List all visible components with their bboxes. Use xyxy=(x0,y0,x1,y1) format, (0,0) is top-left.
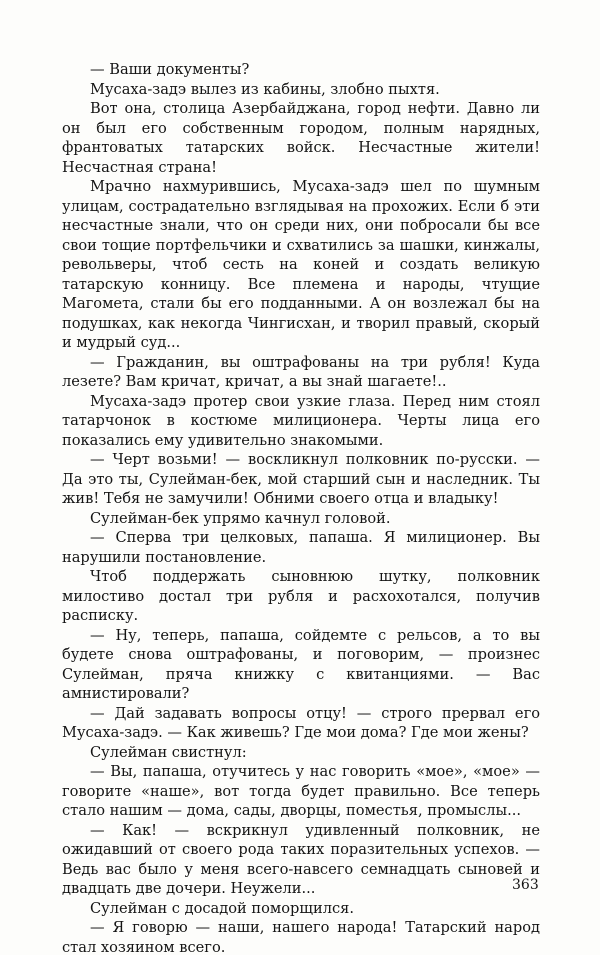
paragraph-10: Чтоб поддержать сыновнюю шутку, полковник милостиво достал три рубля и расхохотался, получив расписку. xyxy=(62,568,540,624)
paragraph-7: — Черт возьми! — воскликнул полковник по-русски. — Да это ты, Сулейман-бек, мой старший сын и наследник. Ты жив! Тебя не замучили! Обними своего отца и владыку! xyxy=(62,451,540,507)
page-number: 363 xyxy=(512,877,539,893)
paragraph-13: Сулейман свистнул: xyxy=(90,743,247,761)
paragraph-3: Вот она, столица Азербайджана, город нефти. Давно ли он был его собственным городом, полным нарядных, франтоватых татарских войск. Несчастные жители! Несчастная страна! xyxy=(62,100,540,176)
paragraph-2: Мусаха-задэ вылез из кабины, злобно пыхтя. xyxy=(90,80,440,98)
paragraph-6: Мусаха-задэ протер свои узкие глаза. Перед ним стоял татарчонок в костюме милиционера. Черты лица его показались ему удивительно знакомыми. xyxy=(62,392,540,449)
paragraph-11: — Ну, теперь, папаша, сойдемте с рельсов, а то вы будете снова оштрафованы, и поговорим, — произнес Сулейман, пряча книжку с квитанциями. — Вас амнистировали? xyxy=(62,626,540,702)
paragraph-8: Сулейман-бек упрямо качнул головой. xyxy=(90,509,391,527)
paragraph-4: Мрачно нахмурившись, Мусаха-задэ шел по шумным улицам, сострадательно взглядывая на прохожих. Если б эти несчастные знали, что он среди них, они побросали бы все свои тощие портфельчики и схватились за шашки, кинжалы, револьверы, чтоб сесть на коней и создать великую татарскую конницу. Все племена и народы, чтущие Магомета, стали бы его подданными. А он возлежал бы на подушках, как некогда Чингисхан, и творил правый, скорый и мудрый суд... xyxy=(62,178,540,351)
body-text xyxy=(62,60,540,957)
paragraph-1: — Ваши документы? xyxy=(90,61,250,78)
paragraph-16: Сулейман с досадой поморщился. xyxy=(90,899,354,917)
paragraph-15: — Как! — вскрикнул удивленный полковник, не ожидавший от своего рода таких поразительных успехов. — Ведь вас было у меня всего-навсего семнадцать сыновей и двадцать две дочери. Неужели... xyxy=(62,821,540,897)
paragraph-12: — Дай задавать вопросы отцу! — строго прервал его Мусаха-задэ. — Как живешь? Где мои дома? Где мои жены? xyxy=(62,704,540,741)
paragraph-5: — Гражданин, вы оштрафованы на три рубля! Куда лезете? Вам кричат, кричат, а вы знай шагаете!.. xyxy=(62,353,540,390)
paragraph-17: — Я говорю — наши, нашего народа! Татарский народ стал хозяином всего. xyxy=(62,919,540,956)
paragraph-9: — Сперва три целковых, папаша. Я милиционер. Вы нарушили постановление. xyxy=(62,529,540,566)
paragraph-14: — Вы, папаша, отучитесь у нас говорить «мое», «мое» — говорите «наше», вот тогда будет правильно. Все теперь стало нашим — дома, сады, дворцы, поместья, промыслы... xyxy=(62,763,540,819)
